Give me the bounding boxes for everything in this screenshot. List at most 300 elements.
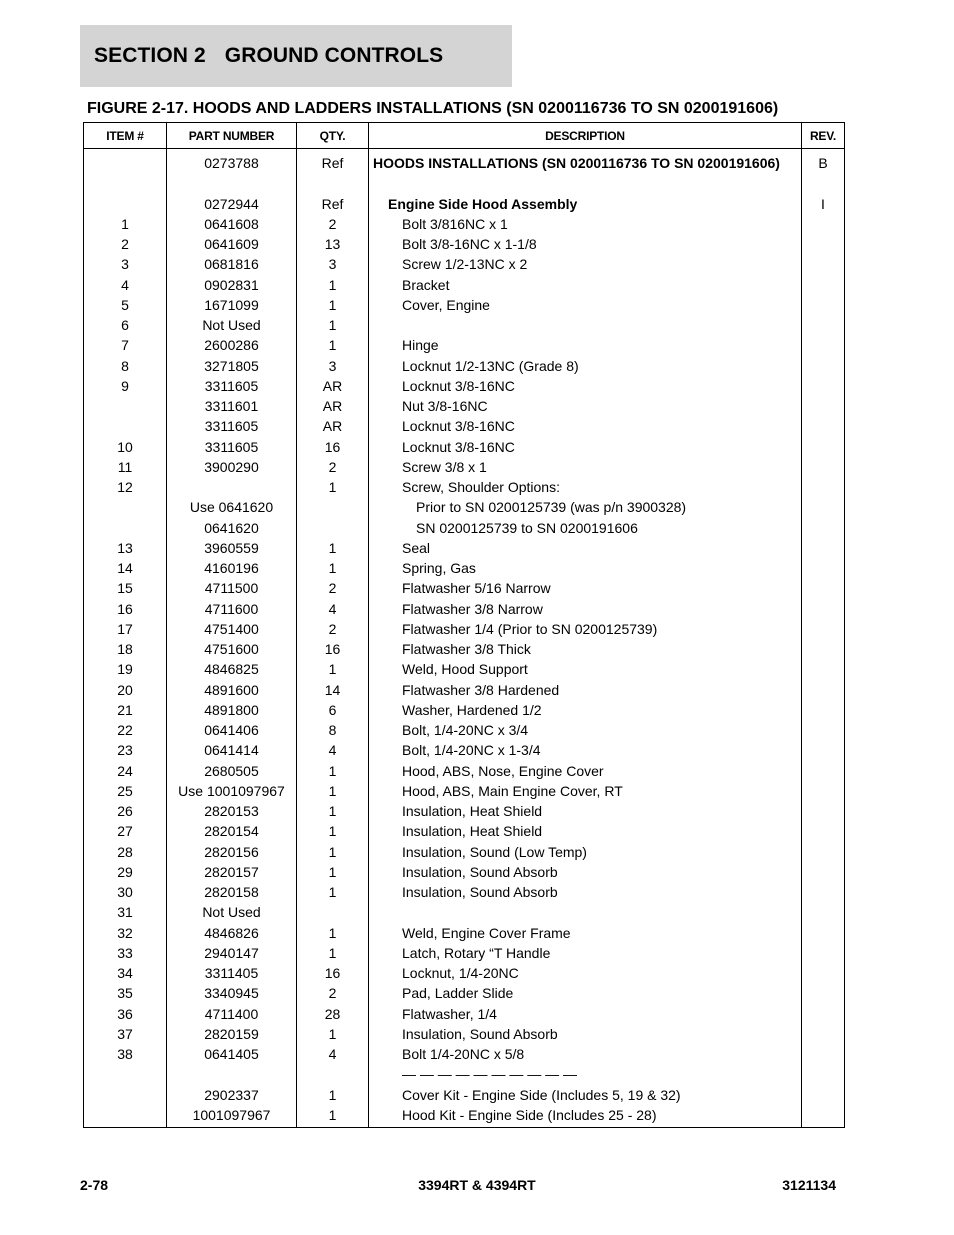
cell-description: SN 0200125739 to SN 0200191606 — [369, 518, 802, 538]
cell-description: Screw 3/8 x 1 — [369, 457, 802, 477]
cell-item: 9 — [84, 376, 167, 396]
table-row — [84, 740, 845, 760]
cell-item: 28 — [84, 842, 167, 862]
table-row — [84, 1105, 845, 1128]
cell-part-number: 4751400 — [167, 619, 297, 639]
cell-part-number: 2820158 — [167, 882, 297, 902]
cell-description: Hinge — [369, 335, 802, 355]
table-row — [84, 356, 845, 376]
cell-qty: 1 — [297, 335, 369, 355]
cell-part-number: Use 1001097967 — [167, 781, 297, 801]
cell-description: Locknut 1/2-13NC (Grade 8) — [369, 356, 802, 376]
cell-part-number: 0641609 — [167, 234, 297, 254]
cell-description: Engine Side Hood Assembly — [369, 194, 802, 214]
cell-qty: 6 — [297, 700, 369, 720]
cell-qty: 1 — [297, 923, 369, 943]
cell-description — [369, 315, 802, 335]
table-row — [84, 518, 845, 538]
table-row — [84, 700, 845, 720]
table-row — [84, 659, 845, 679]
cell-item — [84, 149, 167, 174]
table-row — [84, 923, 845, 943]
footer-doc-number: 3121134 — [782, 1177, 836, 1193]
cell-part-number: 1671099 — [167, 295, 297, 315]
cell-part-number — [167, 477, 297, 497]
cell-qty: 1 — [297, 882, 369, 902]
cell-item — [84, 518, 167, 538]
cell-description: Cover, Engine — [369, 295, 802, 315]
cell-item: 29 — [84, 862, 167, 882]
cell-description — [369, 902, 802, 922]
footer-page-number: 2-78 — [80, 1177, 109, 1193]
cell-part-number: 3311605 — [167, 376, 297, 396]
cell-qty — [297, 902, 369, 922]
cell-qty: 1 — [297, 842, 369, 862]
cell-qty: 2 — [297, 983, 369, 1003]
cell-qty: 1 — [297, 477, 369, 497]
cell-part-number: 4891800 — [167, 700, 297, 720]
table-row — [84, 1064, 845, 1084]
cell-rev — [802, 599, 845, 619]
cell-part-number: 4846825 — [167, 659, 297, 679]
cell-description: Nut 3/8-16NC — [369, 396, 802, 416]
cell-item: 37 — [84, 1024, 167, 1044]
table-row — [84, 1024, 845, 1044]
cell-rev — [802, 497, 845, 517]
cell-rev — [802, 477, 845, 497]
cell-qty: 1 — [297, 1105, 369, 1128]
cell-qty: 1 — [297, 862, 369, 882]
table-row — [84, 1004, 845, 1024]
cell-part-number: Not Used — [167, 902, 297, 922]
table-row — [84, 821, 845, 841]
cell-item: 36 — [84, 1004, 167, 1024]
cell-rev — [802, 295, 845, 315]
cell-item: 2 — [84, 234, 167, 254]
cell-item: 32 — [84, 923, 167, 943]
cell-qty: 1 — [297, 275, 369, 295]
cell-rev — [802, 254, 845, 274]
cell-rev — [802, 862, 845, 882]
cell-qty: 2 — [297, 457, 369, 477]
section-number: SECTION 2 — [94, 44, 206, 67]
cell-qty: 1 — [297, 558, 369, 578]
cell-rev — [802, 1044, 845, 1064]
cell-rev — [802, 659, 845, 679]
table-row — [84, 842, 845, 862]
cell-description: Latch, Rotary “T Handle — [369, 943, 802, 963]
table-row — [84, 680, 845, 700]
cell-description: Insulation, Sound Absorb — [369, 1024, 802, 1044]
cell-item: 33 — [84, 943, 167, 963]
cell-rev — [802, 315, 845, 335]
cell-description: Weld, Engine Cover Frame — [369, 923, 802, 943]
cell-rev — [802, 781, 845, 801]
cell-rev — [802, 680, 845, 700]
cell-item — [84, 194, 167, 214]
cell-item: 7 — [84, 335, 167, 355]
cell-qty: AR — [297, 396, 369, 416]
cell-item — [84, 173, 167, 193]
cell-qty: 1 — [297, 943, 369, 963]
cell-qty: 13 — [297, 234, 369, 254]
cell-rev — [802, 902, 845, 922]
cell-item: 6 — [84, 315, 167, 335]
cell-part-number: 3311605 — [167, 437, 297, 457]
cell-qty — [297, 1064, 369, 1084]
table-row — [84, 943, 845, 963]
cell-item: 15 — [84, 578, 167, 598]
cell-part-number: 4846826 — [167, 923, 297, 943]
cell-description: Hood, ABS, Main Engine Cover, RT — [369, 781, 802, 801]
cell-rev — [802, 821, 845, 841]
cell-item: 19 — [84, 659, 167, 679]
cell-rev — [802, 1085, 845, 1105]
cell-item: 12 — [84, 477, 167, 497]
table-row — [84, 983, 845, 1003]
cell-description: Insulation, Heat Shield — [369, 821, 802, 841]
cell-description: Flatwasher 3/8 Narrow — [369, 599, 802, 619]
cell-item: 24 — [84, 761, 167, 781]
cell-part-number: 0641405 — [167, 1044, 297, 1064]
cell-item — [84, 497, 167, 517]
cell-part-number: 4751600 — [167, 639, 297, 659]
cell-description: Insulation, Sound (Low Temp) — [369, 842, 802, 862]
cell-rev — [802, 356, 845, 376]
cell-part-number: Use 0641620 — [167, 497, 297, 517]
cell-rev — [802, 538, 845, 558]
footer-model: 3394RT & 4394RT — [418, 1177, 536, 1193]
cell-rev — [802, 619, 845, 639]
cell-rev — [802, 214, 845, 234]
parts-table-body — [84, 149, 845, 1128]
cell-part-number: 1001097967 — [167, 1105, 297, 1128]
cell-rev — [802, 518, 845, 538]
cell-part-number: 3311405 — [167, 963, 297, 983]
cell-part-number: 4160196 — [167, 558, 297, 578]
cell-description — [369, 173, 802, 193]
cell-part-number — [167, 1064, 297, 1084]
header-rev: REV. — [802, 123, 845, 149]
cell-description: Insulation, Sound Absorb — [369, 882, 802, 902]
table-row — [84, 599, 845, 619]
cell-rev — [802, 1064, 845, 1084]
cell-item: 10 — [84, 437, 167, 457]
cell-part-number: 2902337 — [167, 1085, 297, 1105]
cell-item: 16 — [84, 599, 167, 619]
section-header — [80, 25, 512, 87]
cell-qty: 8 — [297, 720, 369, 740]
cell-description: Flatwasher 1/4 (Prior to SN 0200125739) — [369, 619, 802, 639]
cell-qty: 3 — [297, 254, 369, 274]
cell-item — [84, 1105, 167, 1128]
table-row — [84, 781, 845, 801]
cell-rev — [802, 1004, 845, 1024]
cell-part-number: 0641608 — [167, 214, 297, 234]
cell-rev — [802, 578, 845, 598]
cell-qty: 2 — [297, 578, 369, 598]
cell-item: 14 — [84, 558, 167, 578]
cell-item — [84, 1085, 167, 1105]
cell-item: 5 — [84, 295, 167, 315]
cell-rev: I — [802, 194, 845, 214]
cell-description: Locknut, 1/4-20NC — [369, 963, 802, 983]
cell-qty: 1 — [297, 801, 369, 821]
cell-qty: 1 — [297, 538, 369, 558]
parts-table — [83, 122, 845, 1128]
cell-rev — [802, 801, 845, 821]
cell-rev — [802, 740, 845, 760]
cell-part-number: 2820156 — [167, 842, 297, 862]
cell-item — [84, 416, 167, 436]
cell-description: Bolt 3/816NC x 1 — [369, 214, 802, 234]
cell-qty: Ref — [297, 194, 369, 214]
cell-part-number: 0641414 — [167, 740, 297, 760]
cell-part-number: 0681816 — [167, 254, 297, 274]
cell-qty — [297, 497, 369, 517]
cell-rev — [802, 376, 845, 396]
table-header-row — [84, 123, 845, 149]
cell-qty — [297, 173, 369, 193]
cell-rev — [802, 882, 845, 902]
cell-rev — [802, 720, 845, 740]
cell-rev — [802, 700, 845, 720]
cell-description: Flatwasher, 1/4 — [369, 1004, 802, 1024]
cell-qty: 3 — [297, 356, 369, 376]
cell-qty: 1 — [297, 659, 369, 679]
table-row — [84, 801, 845, 821]
table-row — [84, 538, 845, 558]
cell-item: 1 — [84, 214, 167, 234]
cell-rev — [802, 234, 845, 254]
cell-part-number: 3960559 — [167, 538, 297, 558]
cell-rev: B — [802, 149, 845, 174]
cell-qty: 16 — [297, 963, 369, 983]
cell-rev — [802, 416, 845, 436]
cell-description: Flatwasher 3/8 Thick — [369, 639, 802, 659]
cell-rev — [802, 275, 845, 295]
cell-qty: 16 — [297, 437, 369, 457]
table-row — [84, 396, 845, 416]
cell-item: 38 — [84, 1044, 167, 1064]
cell-qty: 14 — [297, 680, 369, 700]
table-row — [84, 862, 845, 882]
cell-item — [84, 1064, 167, 1084]
cell-qty: 1 — [297, 821, 369, 841]
cell-rev — [802, 1024, 845, 1044]
cell-qty: 1 — [297, 1085, 369, 1105]
cell-description: Seal — [369, 538, 802, 558]
cell-part-number: Not Used — [167, 315, 297, 335]
table-row — [84, 295, 845, 315]
cell-qty — [297, 518, 369, 538]
table-row — [84, 214, 845, 234]
cell-qty: 2 — [297, 619, 369, 639]
cell-item: 35 — [84, 983, 167, 1003]
cell-rev — [802, 639, 845, 659]
table-row — [84, 619, 845, 639]
table-row — [84, 194, 845, 214]
table-row — [84, 457, 845, 477]
table-row — [84, 761, 845, 781]
cell-description: Spring, Gas — [369, 558, 802, 578]
cell-part-number: 3271805 — [167, 356, 297, 376]
cell-description: Bracket — [369, 275, 802, 295]
table-row — [84, 315, 845, 335]
cell-description: Washer, Hardened 1/2 — [369, 700, 802, 720]
cell-description: Locknut 3/8-16NC — [369, 416, 802, 436]
cell-rev — [802, 1105, 845, 1128]
cell-description: Cover Kit - Engine Side (Includes 5, 19 & 32) — [369, 1085, 802, 1105]
cell-item: 4 — [84, 275, 167, 295]
cell-part-number: 2820154 — [167, 821, 297, 841]
cell-qty: 1 — [297, 781, 369, 801]
cell-description: — — — — — — — — — — — [369, 1064, 802, 1084]
cell-qty: Ref — [297, 149, 369, 174]
table-row — [84, 639, 845, 659]
cell-item: 31 — [84, 902, 167, 922]
cell-qty: 2 — [297, 214, 369, 234]
cell-rev — [802, 842, 845, 862]
cell-item: 30 — [84, 882, 167, 902]
cell-rev — [802, 457, 845, 477]
table-row — [84, 720, 845, 740]
cell-description: HOODS INSTALLATIONS (SN 0200116736 TO SN 0200191606) — [369, 149, 802, 174]
cell-item: 17 — [84, 619, 167, 639]
cell-item: 20 — [84, 680, 167, 700]
cell-qty: 28 — [297, 1004, 369, 1024]
cell-part-number: 3311605 — [167, 416, 297, 436]
header-qty: QTY. — [297, 123, 369, 149]
cell-description: Insulation, Sound Absorb — [369, 862, 802, 882]
cell-part-number: 2820153 — [167, 801, 297, 821]
cell-description: Locknut 3/8-16NC — [369, 437, 802, 457]
cell-qty: 1 — [297, 295, 369, 315]
cell-rev — [802, 396, 845, 416]
cell-part-number: 4891600 — [167, 680, 297, 700]
cell-rev — [802, 558, 845, 578]
table-row — [84, 902, 845, 922]
cell-qty: 1 — [297, 761, 369, 781]
table-row — [84, 477, 845, 497]
cell-description: Hood, ABS, Nose, Engine Cover — [369, 761, 802, 781]
cell-description: Screw 1/2-13NC x 2 — [369, 254, 802, 274]
table-row — [84, 275, 845, 295]
cell-part-number: 4711500 — [167, 578, 297, 598]
cell-description: Bolt, 1/4-20NC x 1-3/4 — [369, 740, 802, 760]
cell-part-number: 0273788 — [167, 149, 297, 174]
cell-qty: AR — [297, 416, 369, 436]
table-row — [84, 558, 845, 578]
cell-part-number: 4711400 — [167, 1004, 297, 1024]
cell-description: Flatwasher 3/8 Hardened — [369, 680, 802, 700]
cell-part-number: 0641620 — [167, 518, 297, 538]
cell-qty: 1 — [297, 1024, 369, 1044]
cell-rev — [802, 335, 845, 355]
cell-description: Bolt 1/4-20NC x 5/8 — [369, 1044, 802, 1064]
cell-qty: AR — [297, 376, 369, 396]
header-item: ITEM # — [84, 123, 167, 149]
cell-item: 21 — [84, 700, 167, 720]
cell-description: Weld, Hood Support — [369, 659, 802, 679]
cell-rev — [802, 761, 845, 781]
cell-part-number: 2820157 — [167, 862, 297, 882]
table-row — [84, 149, 845, 174]
cell-part-number: 2940147 — [167, 943, 297, 963]
cell-qty: 1 — [297, 315, 369, 335]
cell-item: 27 — [84, 821, 167, 841]
cell-item: 13 — [84, 538, 167, 558]
cell-description: Flatwasher 5/16 Narrow — [369, 578, 802, 598]
table-row — [84, 376, 845, 396]
cell-qty: 16 — [297, 639, 369, 659]
table-row — [84, 1044, 845, 1064]
cell-item: 22 — [84, 720, 167, 740]
table-row — [84, 173, 845, 193]
cell-rev — [802, 437, 845, 457]
table-row — [84, 234, 845, 254]
cell-item: 11 — [84, 457, 167, 477]
cell-part-number: 3900290 — [167, 457, 297, 477]
cell-description: Insulation, Heat Shield — [369, 801, 802, 821]
cell-item: 3 — [84, 254, 167, 274]
cell-rev — [802, 943, 845, 963]
cell-part-number: 2820159 — [167, 1024, 297, 1044]
cell-rev — [802, 963, 845, 983]
table-row — [84, 1085, 845, 1105]
cell-rev — [802, 983, 845, 1003]
cell-qty: 4 — [297, 740, 369, 760]
table-row — [84, 497, 845, 517]
cell-rev — [802, 923, 845, 943]
cell-item: 23 — [84, 740, 167, 760]
cell-qty: 4 — [297, 1044, 369, 1064]
cell-item: 34 — [84, 963, 167, 983]
cell-item: 18 — [84, 639, 167, 659]
cell-description: Hood Kit - Engine Side (Includes 25 - 28) — [369, 1105, 802, 1128]
cell-part-number: 0641406 — [167, 720, 297, 740]
cell-part-number: 4711600 — [167, 599, 297, 619]
cell-part-number: 3340945 — [167, 983, 297, 1003]
cell-part-number — [167, 173, 297, 193]
figure-title: FIGURE 2-17. HOODS AND LADDERS INSTALLATIONS (SN 0200116736 TO SN 0200191606) — [87, 100, 779, 117]
table-row — [84, 335, 845, 355]
cell-description: Screw, Shoulder Options: — [369, 477, 802, 497]
table-row — [84, 882, 845, 902]
cell-description: Prior to SN 0200125739 (was p/n 3900328) — [369, 497, 802, 517]
table-row — [84, 963, 845, 983]
header-part-number: PART NUMBER — [167, 123, 297, 149]
cell-part-number: 0902831 — [167, 275, 297, 295]
table-row — [84, 254, 845, 274]
cell-part-number: 2680505 — [167, 761, 297, 781]
cell-part-number: 2600286 — [167, 335, 297, 355]
cell-item: 25 — [84, 781, 167, 801]
cell-part-number: 0272944 — [167, 194, 297, 214]
cell-description: Bolt 3/8-16NC x 1-1/8 — [369, 234, 802, 254]
cell-rev — [802, 173, 845, 193]
cell-description: Locknut 3/8-16NC — [369, 376, 802, 396]
cell-item — [84, 396, 167, 416]
table-row — [84, 437, 845, 457]
cell-item: 8 — [84, 356, 167, 376]
cell-description: Bolt, 1/4-20NC x 3/4 — [369, 720, 802, 740]
cell-description: Pad, Ladder Slide — [369, 983, 802, 1003]
cell-part-number: 3311601 — [167, 396, 297, 416]
cell-item: 26 — [84, 801, 167, 821]
table-row — [84, 416, 845, 436]
cell-qty: 4 — [297, 599, 369, 619]
